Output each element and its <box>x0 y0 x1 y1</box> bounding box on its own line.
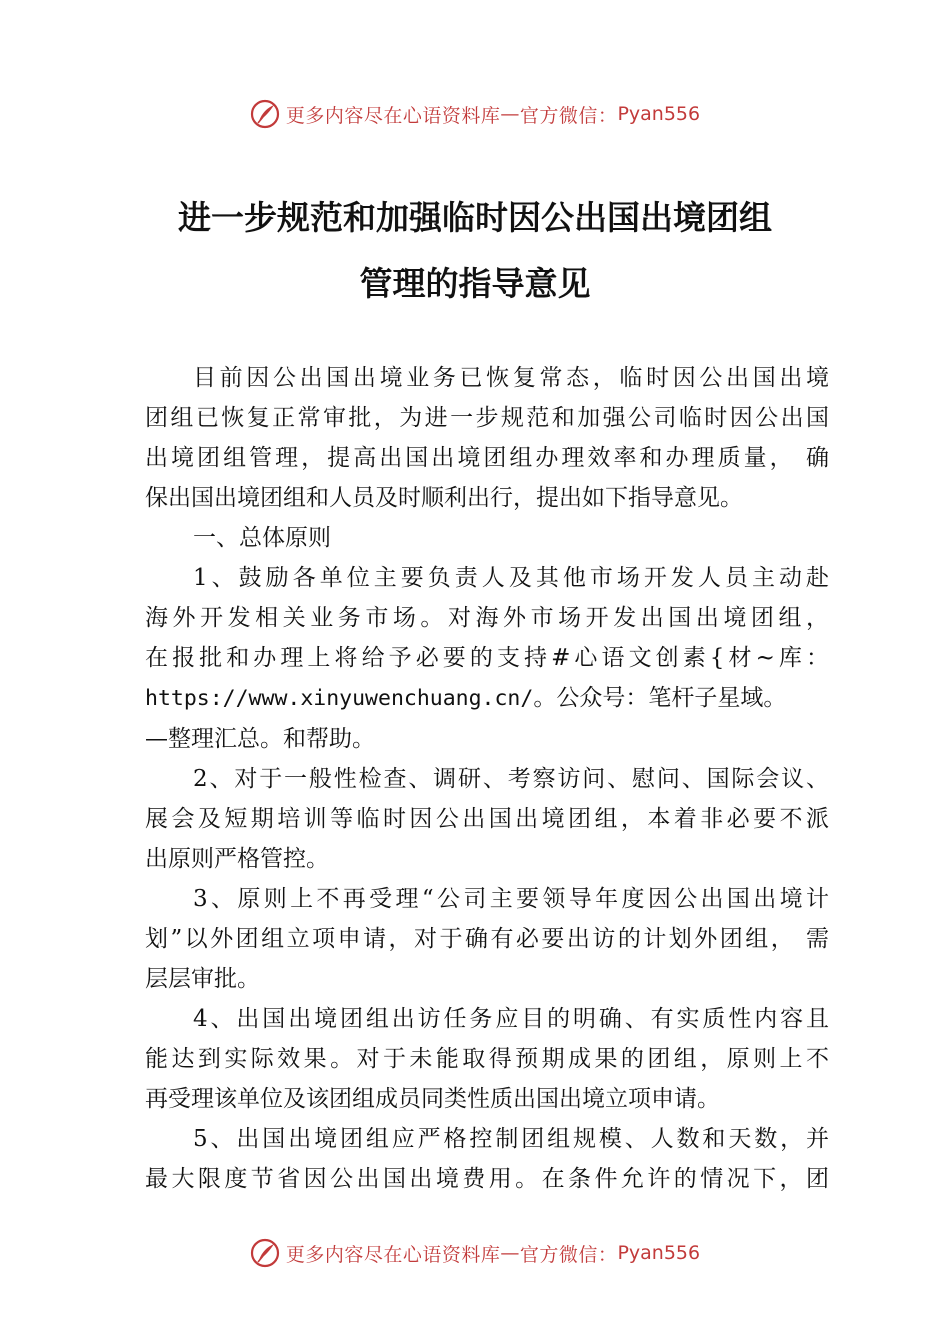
text-line: 划”以外团组立项申请，对于确有必要出访的计划外团组， 需 <box>145 926 829 952</box>
document-body <box>145 358 829 1199</box>
text-line: 保出国出境团组和人员及时顺利出行，提出如下指导意见。 <box>145 485 743 511</box>
text-line: 海外开发相关业务市场。对海外市场开发出国出境团组， <box>145 605 829 631</box>
text-line: 再受理该单位及该团组成员同类性质出国出境立项申请。 <box>145 1086 720 1112</box>
section-heading-text: 一、总体原则 <box>193 525 331 551</box>
banner-dash: — <box>500 1242 520 1264</box>
paragraph-3 <box>145 879 829 999</box>
section-heading <box>145 518 829 558</box>
text-line: 3、原则上不再受理“公司主要领导年度因公出国出境计 <box>193 886 829 912</box>
paragraph-4 <box>145 999 829 1119</box>
banner-wechat-label: 官方微信： <box>519 1243 618 1266</box>
quill-logo-icon <box>250 99 280 129</box>
text-line: 团组已恢复正常审批，为进一步规范和加强公司临时因公出国 <box>145 405 829 431</box>
header-banner <box>0 97 950 131</box>
paragraph-5 <box>145 1119 829 1199</box>
document-title-line1: 进一步规范和加强临时因公出国出境团组 <box>178 198 772 237</box>
text-line: 能达到实际效果。对于未能取得预期成果的团组，原则上不 <box>145 1046 829 1072</box>
text-line: 4、出国出境团组出访任务应目的明确、有实质性内容且 <box>193 1006 829 1032</box>
banner-wechat-id: Pyan556 <box>617 1242 701 1264</box>
text-line: 1、鼓励各单位主要负责人及其他市场开发人员主动赴 <box>193 565 829 591</box>
text-line: 出原则严格管控。 <box>145 846 329 872</box>
intro-paragraph <box>145 358 829 518</box>
text-line: 目前因公出国出境业务已恢复常态，临时因公出国出境 <box>193 365 829 391</box>
banner-text: 更多内容尽在心语资料库 <box>285 104 501 127</box>
text-line: 2、对于一般性检查、调研、考察访问、慰问、国际会议、 <box>193 766 829 792</box>
banner-wechat-label: 官方微信： <box>519 104 618 127</box>
text-line: 层层审批。 <box>145 966 260 992</box>
footer-banner <box>0 1236 950 1270</box>
document-title-line2: 管理的指导意见 <box>359 264 591 303</box>
text-line: 出境团组管理，提高出国出境团组办理效率和办理质量， 确 <box>145 445 829 471</box>
paragraph-2 <box>145 759 829 879</box>
url-text: https://www.xinyuwenchuang.cn/ <box>145 686 534 711</box>
quill-logo-icon <box>250 1238 280 1268</box>
banner-text: 更多内容尽在心语资料库 <box>285 1243 501 1266</box>
text-line: 最大限度节省因公出国出境费用。在条件允许的情况下，团 <box>145 1166 829 1192</box>
banner-wechat-id: Pyan556 <box>617 103 701 125</box>
text-line: 5、出国出境团组应严格控制团组规模、人数和天数，并 <box>193 1126 829 1152</box>
paragraph-1 <box>145 558 829 759</box>
text-line: 展会及短期培训等临时因公出国出境团组，本着非必要不派 <box>145 806 829 832</box>
text-line: —整理汇总。和帮助。 <box>145 726 375 752</box>
banner-dash: — <box>500 103 520 125</box>
text-line: 在报批和办理上将给予必要的支持#心语文创素{材~库： <box>145 645 829 671</box>
text-segment: 。公众号：笔杆子星域。 <box>533 685 787 711</box>
text-line <box>145 678 829 719</box>
